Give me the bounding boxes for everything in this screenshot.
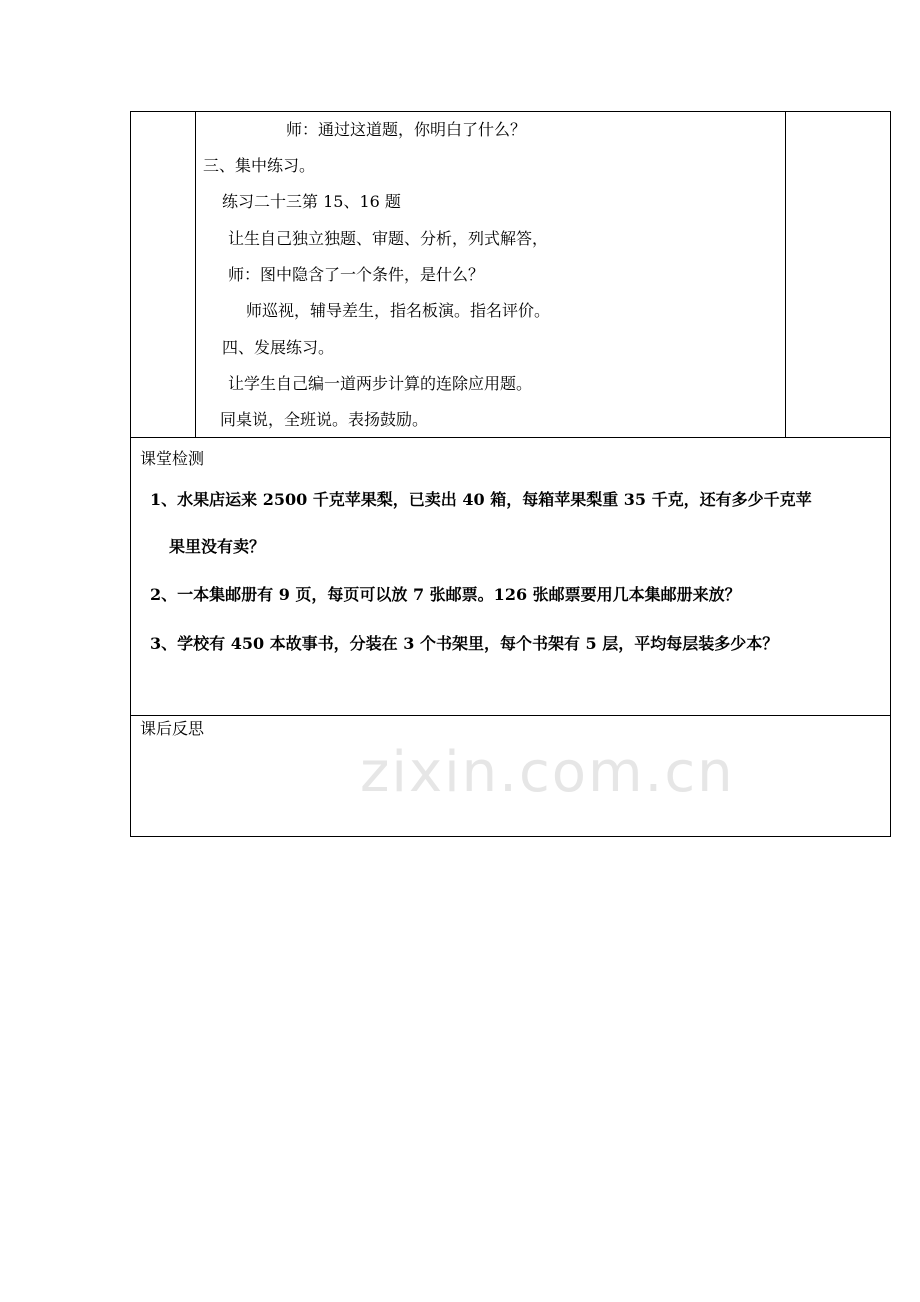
watermark-text: zixin.com.cn [360,740,735,805]
question-2: 2、一本集邮册有 9 页，每页可以放 7 张邮票。126 张邮票要用几本集邮册来放？ [150,585,741,604]
process-line-7: 四、发展练习。 [222,338,335,357]
process-line-3: 练习二十三第 15、16 题 [222,192,401,211]
question-3: 3、学校有 450 本故事书，分装在 3 个书架里，每个书架有 5 层，平均每层装多少本？ [150,634,779,653]
table-border-top [130,111,891,112]
reflection-heading: 课后反思 [140,719,205,738]
question-1-line-1: 1、水果店运来 2500 千克苹果梨，已卖出 40 箱，每箱苹果梨重 35 千克，还有多少千克苹 [150,490,812,509]
row-divider-test [130,437,891,438]
process-line-2: 三、集中练习。 [203,156,316,175]
column-divider-left [195,111,196,437]
process-line-9: 同桌说，全班说。表扬鼓励。 [220,410,429,429]
process-line-5: 师：图中隐含了一个条件，是什么？ [228,265,485,284]
table-border-left [130,111,131,837]
process-line-1: 师：通过这道题，你明白了什么？ [286,120,527,139]
table-border-bottom [130,836,891,837]
classroom-test-heading: 课堂检测 [140,449,205,468]
process-line-4: 让生自己独立独题、审题、分析，列式解答， [228,229,549,248]
row-divider-reflection [130,715,891,716]
table-border-right [890,111,891,837]
process-line-6: 师巡视，辅导差生，指名板演。指名评价。 [246,301,551,320]
process-line-8: 让学生自己编一道两步计算的连除应用题。 [228,374,533,393]
question-1-line-2: 果里没有卖？ [169,537,266,556]
column-divider-right [785,111,786,437]
